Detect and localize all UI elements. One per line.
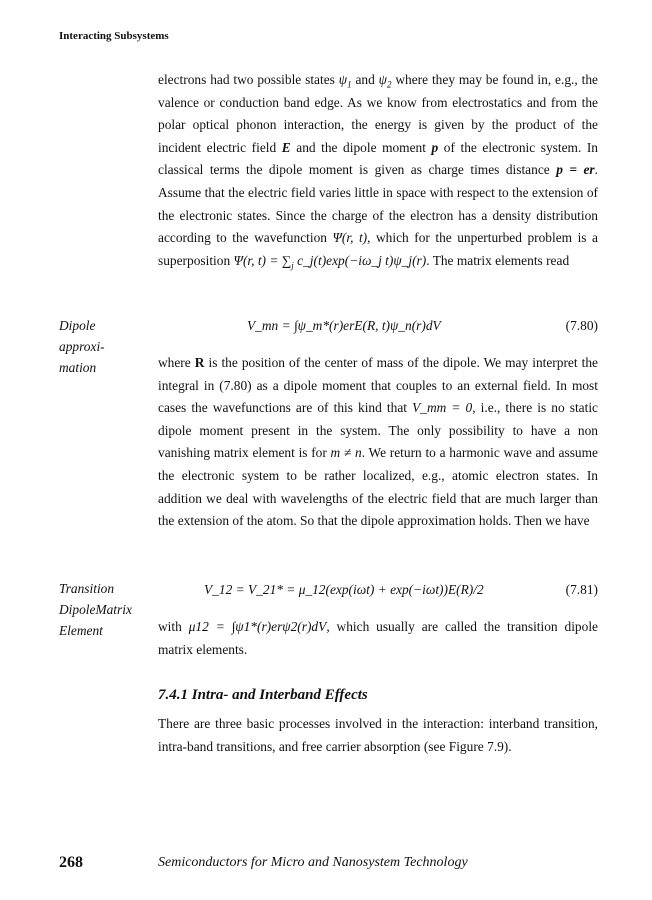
paragraph-transition: with μ12 = ∫ψ1*(r)erψ2(r)dV, which usually are called the transition dipole matrix elements. [158,619,598,657]
paragraph-intro: electrons had two possible states $\psi_1$ and $\psi_2$ where they may be found in, e.g., the valence or conduction band edge. As we know from electrostatics and from the polar optical phonon interaction, the energy is given by the product of the incident electric field E and the dipole moment p of the electronic system. In classical terms the dipole moment is given as charge times distance p = er. Assume that the electric field varies little in space with respect to the extension of the electronic states. Since the charge of the electron has a density distribution according to the wavefunction Ψ(r, t), which for the unperturbed problem is a superposition Ψ(r, $t) = \sum_j$ c_j(t)exp(−iω_j t)ψ_j(r). The matrix elements read [158,72,599,271]
section-heading: 7.4.1 Intra- and Interband Effects [158,687,368,703]
text-span: electrons had two possible states [158,72,335,87]
equation-number: (7.81) [565,582,598,597]
paragraph-dipole: where R is the position of the center of mass of the dipole. We may interpret the integral in (7.80) as a dipole moment that couples to an external field. In most cases the wavefunctions are of this kind that V_mm = 0, i.e., there is no static dipole moment present in the system. The only possibility to have a non vanishing matrix element is for m ≠ n. We return to a harmonic wave and assume the electronic system to be rather localized, e.g., atomic electron states. In addition we deal with wavelengths of the electric field that are much larger than the extension of the atom. So that the dipole approximation holds. Then we have [158,355,598,529]
equation-7-80 [158,314,598,338]
running-header: Interacting Subsystems [59,30,169,42]
equation-number: (7.80) [565,318,598,333]
margin-note-transition-dipole: Transition DipoleMatrix Element [59,581,132,638]
footer-book-title: Semiconductors for Micro and Nanosystem Technology [158,855,468,870]
equation-expression: V_mn = ∫ψ_m*(r)erE(R, t)ψ_n(r)dV [247,318,441,333]
paragraph-processes: There are three basic processes involved in the interaction: interband transition, intra-band transitions, and free carrier absorption (see Figure 7.9). [158,716,598,754]
equation-7-81 [158,578,598,602]
margin-note-dipole-approximation: Dipole approxi- mation [59,318,105,375]
equation-expression: V_12 = V_21* = μ_12(exp(iωt) + exp(−iωt))E(R)/2 [204,582,484,597]
page-number: 268 [59,854,83,871]
